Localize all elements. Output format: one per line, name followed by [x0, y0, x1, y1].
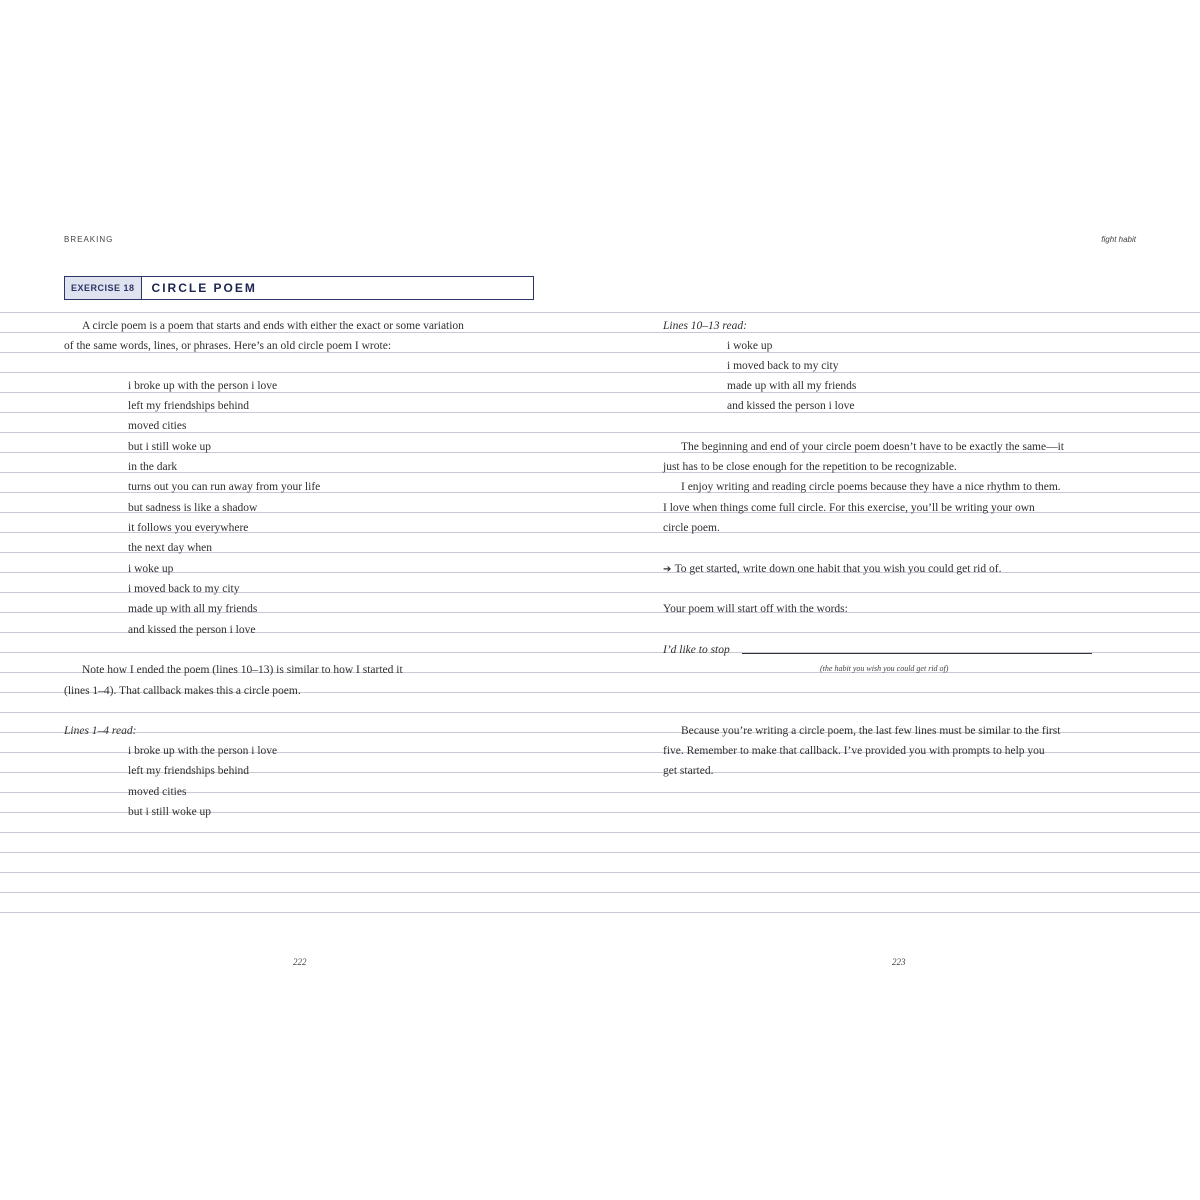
running-head-left: BREAKING: [64, 235, 114, 244]
prompt-label: I’d like to stop: [663, 644, 730, 656]
paragraph-line: get started.: [663, 765, 714, 777]
excerpt-line: i woke up: [727, 340, 773, 352]
rule-line: [0, 712, 1200, 713]
step-instruction: [663, 562, 1001, 577]
excerpt-line: i broke up with the person i love: [128, 745, 278, 757]
page-number-left: 222: [293, 957, 307, 967]
rule-line: [0, 572, 1200, 573]
rule-line: [0, 892, 1200, 893]
intro-line: of the same words, lines, or phrases. Here’s an old circle poem I wrote:: [64, 340, 392, 352]
exercise-header: [64, 276, 534, 300]
paragraph-line: Because you’re writing a circle poem, the last few lines must be similar to the first: [681, 725, 1061, 737]
poem-line: i moved back to my city: [128, 583, 240, 595]
excerpt-line: but i still woke up: [128, 806, 212, 818]
running-head-right: fight habit: [1101, 235, 1136, 244]
poem-line: left my friendships behind: [128, 400, 250, 412]
exercise-number: EXERCISE 18: [65, 277, 142, 299]
intro-line: A circle poem is a poem that starts and ends with either the exact or some variation: [82, 320, 464, 332]
rule-line: [0, 472, 1200, 473]
note-line: (lines 1–4). That callback makes this a circle poem.: [64, 685, 301, 697]
note-line: Note how I ended the poem (lines 10–13) is similar to how I started it: [82, 664, 403, 676]
poem-line: and kissed the person i love: [128, 624, 256, 636]
rule-line: [0, 912, 1200, 913]
paragraph-line: I enjoy writing and reading circle poems because they have a nice rhythm to them.: [681, 481, 1061, 493]
poem-line: the next day when: [128, 542, 212, 554]
poem-line: i broke up with the person i love: [128, 380, 278, 392]
poem-line: i woke up: [128, 563, 174, 575]
excerpt-line: left my friendships behind: [128, 765, 250, 777]
excerpt-line: and kissed the person i love: [727, 400, 855, 412]
step-instruction: Your poem will start off with the words:: [663, 603, 848, 615]
lines-1-4-label: Lines 1–4 read:: [64, 725, 137, 737]
paragraph-line: five. Remember to make that callback. I’ve provided you with prompts to help you: [663, 745, 1045, 757]
excerpt-line: made up with all my friends: [727, 380, 857, 392]
rule-line: [0, 852, 1200, 853]
paragraph-line: I love when things come full circle. For this exercise, you’ll be writing your own: [663, 502, 1035, 514]
write-in-line[interactable]: [742, 653, 1092, 654]
paragraph-line: The beginning and end of your circle poem doesn’t have to be exactly the same—it: [681, 441, 1064, 453]
rule-line: [0, 372, 1200, 373]
lines-10-13-label: Lines 10–13 read:: [663, 320, 747, 332]
excerpt-line: moved cities: [128, 786, 187, 798]
prompt-hint: (the habit you wish you could get rid of): [820, 664, 949, 673]
rule-line: [0, 312, 1200, 313]
rule-line: [0, 832, 1200, 833]
poem-line: but sadness is like a shadow: [128, 502, 258, 514]
poem-line: it follows you everywhere: [128, 522, 249, 534]
poem-line: made up with all my friends: [128, 603, 258, 615]
excerpt-line: i moved back to my city: [727, 360, 839, 372]
exercise-title: CIRCLE POEM: [151, 281, 257, 295]
page-number-right: 223: [892, 957, 906, 967]
step-text: To get started, write down one habit that you wish you could get rid of.: [674, 563, 1002, 575]
rule-line: [0, 872, 1200, 873]
poem-line: in the dark: [128, 461, 178, 473]
paragraph-line: circle poem.: [663, 522, 720, 534]
paragraph-line: just has to be close enough for the repetition to be recognizable.: [663, 461, 957, 473]
poem-line: turns out you can run away from your life: [128, 481, 321, 493]
arrow-icon: ➔: [663, 564, 675, 575]
poem-line: but i still woke up: [128, 441, 212, 453]
poem-line: moved cities: [128, 420, 187, 432]
